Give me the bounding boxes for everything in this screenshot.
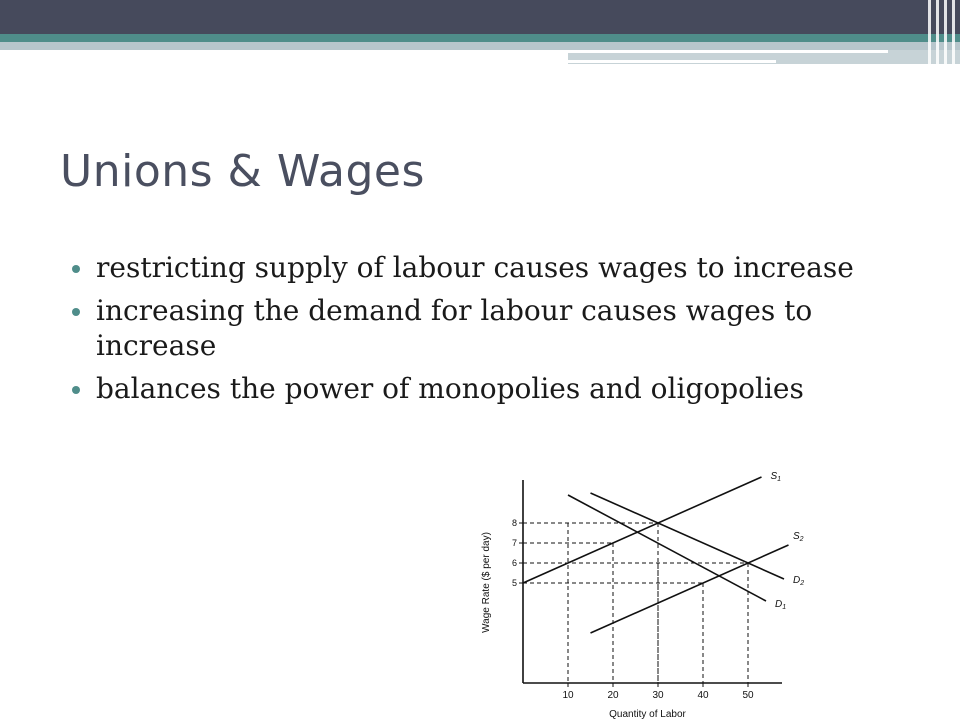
- header-edge-stripe: [944, 0, 947, 64]
- series-label-s2: $S_2$: [793, 531, 804, 543]
- series-line-d1: [568, 495, 766, 601]
- x-tick-label: 40: [697, 690, 709, 701]
- slide-title: Unions & Wages: [60, 146, 425, 197]
- y-tick-label: 8: [511, 518, 517, 528]
- bullet-dot-icon: [72, 386, 80, 394]
- labor-market-chart: [460, 464, 820, 720]
- series-line-s2: [591, 545, 789, 633]
- header-edge-stripe: [952, 0, 955, 64]
- bullet-item: [62, 250, 912, 285]
- y-tick-label: 7: [511, 538, 517, 548]
- bullet-dot-icon: [72, 265, 80, 273]
- bullet-item: [62, 371, 912, 406]
- bullet-text: increasing the demand for labour causes wages to increase: [96, 294, 813, 362]
- y-tick-label: 6: [511, 558, 517, 568]
- header-band: [0, 0, 960, 34]
- y-axis-title: Wage Rate ($ per day): [481, 532, 492, 633]
- header-white-line: [568, 60, 776, 63]
- series-line-d2: [591, 493, 785, 579]
- series-label-s1: $S_1$: [770, 471, 782, 483]
- bullet-list: [62, 250, 912, 414]
- x-tick-label: 20: [607, 690, 619, 701]
- series-label-d1: $D_1$: [775, 599, 787, 611]
- x-tick-label: 10: [562, 690, 574, 701]
- header-edge-stripe: [928, 0, 931, 64]
- series-label-d2: $D_2$: [793, 575, 805, 587]
- y-tick-label: 5: [511, 578, 517, 588]
- x-tick-label: 50: [742, 690, 754, 701]
- bullet-text: balances the power of monopolies and oligopolies: [96, 372, 804, 405]
- bullet-text: restricting supply of labour causes wages to increase: [96, 251, 854, 284]
- header-accent-band: [0, 34, 960, 42]
- bullet-dot-icon: [72, 308, 80, 316]
- x-axis-title: Quantity of Labor: [609, 709, 686, 720]
- header-white-line: [568, 50, 888, 53]
- bullet-item: [62, 293, 912, 363]
- header-gray-band: [0, 42, 960, 50]
- series-line-s1: [523, 477, 762, 583]
- header-edge-stripe: [936, 0, 939, 64]
- x-tick-label: 30: [652, 690, 664, 701]
